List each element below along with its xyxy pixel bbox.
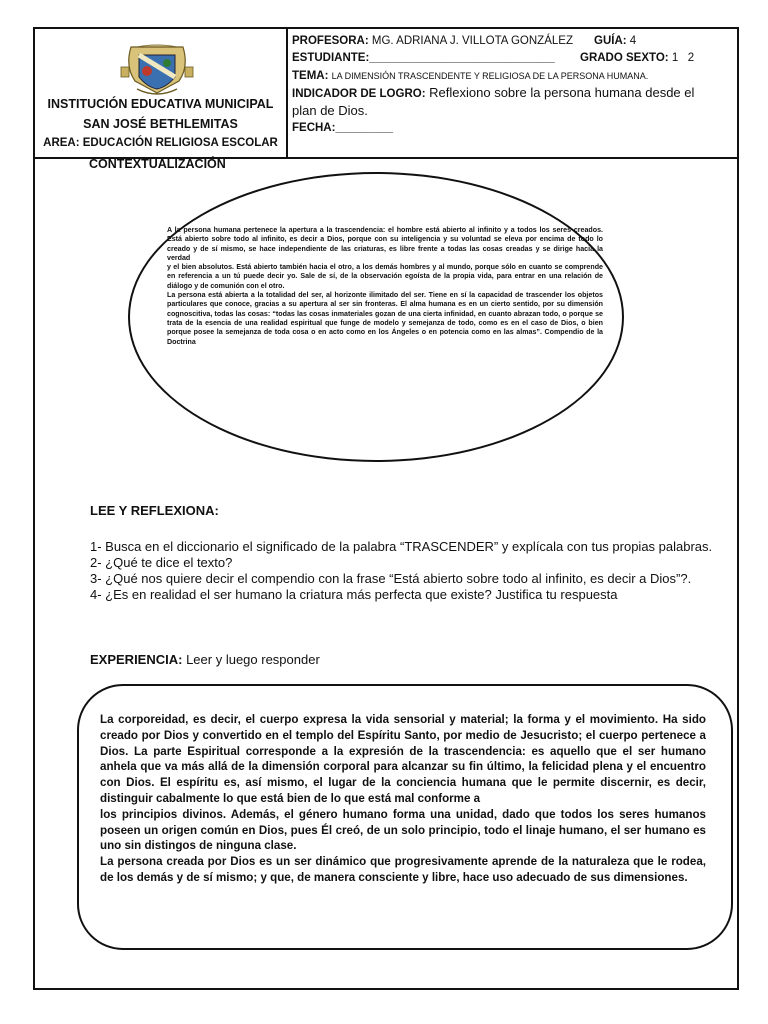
indicador-label: INDICADOR DE LOGRO:: [292, 88, 426, 100]
experiencia-label: EXPERIENCIA:: [90, 652, 183, 667]
indicador-line2: [292, 103, 368, 118]
area-label: AREA: EDUCACIÓN RELIGIOSA ESCOLAR: [43, 137, 278, 149]
fecha-line: [292, 122, 393, 134]
experiencia-paragraph-3: La persona creada por Dios es un ser dinámico que progresivamente aprende de la naturaleza que le rodea, de los demás y de sí mismo; y que, de manera consciente y libre, hace uso adecuado de sus dimensiones.: [100, 855, 706, 884]
fecha-label: FECHA:_________: [292, 122, 394, 134]
experiencia-paragraph-2: los principios divinos. Además, el género humano forma una unidad, dado que todos los seres humanos poseen un origen común en Dios, pues Él creó, de un solo principio, todo el linaje humano, el ser humano es uno sin distingos de ninguna clase.: [100, 807, 706, 853]
institution-name-line2: SAN JOSÉ BETHLEMITAS: [83, 117, 238, 131]
school-crest-logo: [117, 37, 197, 97]
profesora-label: PROFESORA:: [292, 35, 369, 47]
indicador-value: Reflexiono sobre la persona humana desde el: [429, 85, 695, 100]
guia-value: 4: [629, 35, 637, 47]
context-paragraph-2: y el bien absolutos. Está abierto también hacia el otro, a los demás hombres y al mundo, porque sólo en cuanto se comprende en referencia a un tú puede decir yo. Sale de sí, de la observación egoísta de la propia vida, para entrar en una relación de diálogo y de comunión con el otro.: [167, 263, 603, 290]
experiencia-text: [100, 712, 706, 886]
profesora-value: MG. ADRIANA J. VILLOTA GONZÁLEZ: [371, 35, 573, 47]
header-table: [35, 29, 737, 159]
institution-cell: [35, 29, 288, 157]
guia-label: GUÍA:: [594, 35, 627, 47]
institution-name-line1: INSTITUCIÓN EDUCATIVA MUNICIPAL: [47, 97, 274, 111]
tema-label: TEMA:: [292, 70, 329, 82]
lee-reflexiona-title: LEE Y REFLEXIONA:: [90, 503, 219, 518]
contextualizacion-text: [167, 226, 603, 347]
experiencia-paragraph-1: La corporeidad, es decir, el cuerpo expresa la vida sensorial y material; la forma y el movimiento. Ha sido creado por Dios y convertido en el templo del Espíritu Santo, por medio de Jesucristo; el cuerpo pertenece a Dios. La parte Espiritual corresponde a la expresión de la trascendencia: es aquello que el ser humano anhela que va más allá de la dimensión corporal para alcanzar su fin último, la felicidad plena y el encuentro con Dios. El espíritu es, así mismo, el lugar de la conciencia humana que le permite discernir, es decir, distinguir cabalmente lo que está bien de lo que está mal conforme a: [100, 713, 706, 805]
context-paragraph-3: La persona está abierta a la totalidad del ser, al horizonte ilimitado del ser. Tiene en sí la capacidad de trascender los objetos particulares que conoce, gracias a su apertura al ser sin fronteras. El alma humana es en un cierto sentido, por su dimensión cognoscitiva, todas las cosas: “todas las cosas inmateriales gozan de una cierta infinidad, en cuanto abrazan todo, o porque se trata de la esencia de una realidad espiritual que funge de modelo y semejanza de todo, como es en el caso de Dios, o bien porque posee la semejanza de toda cosa o en acto como en los Ángeles o en potencia como en las almas”. Compendio de la Doctrina: [167, 291, 603, 346]
question-1: 1- Busca en el diccionario el significado de la palabra “TRASCENDER” y explícala con tus propias palabras.: [90, 539, 713, 554]
question-4: 4- ¿Es en realidad el ser humano la criatura más perfecta que existe? Justifica tu respuesta: [90, 587, 618, 602]
estudiante-label: ESTUDIANTE:_____________________________: [292, 52, 555, 64]
question-3: 3- ¿Qué nos quiere decir el compendio con la frase “Está abierto sobre todo al infinito, es decir a Dios”?.: [90, 571, 692, 586]
context-paragraph-1: A la persona humana pertenece la apertura a la trascendencia: el hombre está abierto al infinito y a todos los seres creados. Está abierto sobre todo al infinito, es decir a Dios, porque con su inteligencia y su voluntad se eleva por encima de todo lo creado y de sí mismo, se hace independiente de las criaturas, es libre frente a todas las cosas creadas y se dirige hacia la verdad: [167, 226, 603, 262]
info-cell: [288, 29, 737, 157]
question-2: 2- ¿Qué te dice el texto?: [90, 555, 233, 570]
profesora-line: [292, 35, 573, 47]
grado-value: 1 2: [671, 52, 695, 64]
contextualizacion-title: CONTEXTUALIZACIÓN: [89, 157, 226, 171]
experiencia-line: [90, 652, 320, 667]
indicador-line: [292, 85, 694, 100]
indicador-value2: plan de Dios.: [292, 103, 368, 118]
question-list: [90, 539, 730, 603]
guia-line: [594, 35, 636, 47]
tema-value: LA DIMENSIÓN TRASCENDENTE Y RELIGIOSA DE LA PERSONA HUMANA.: [331, 71, 649, 81]
tema-line: [292, 70, 648, 82]
grado-line: [580, 52, 694, 64]
experiencia-instruction: Leer y luego responder: [182, 652, 320, 667]
grado-label: GRADO SEXTO:: [580, 52, 669, 64]
estudiante-line: [292, 52, 555, 64]
